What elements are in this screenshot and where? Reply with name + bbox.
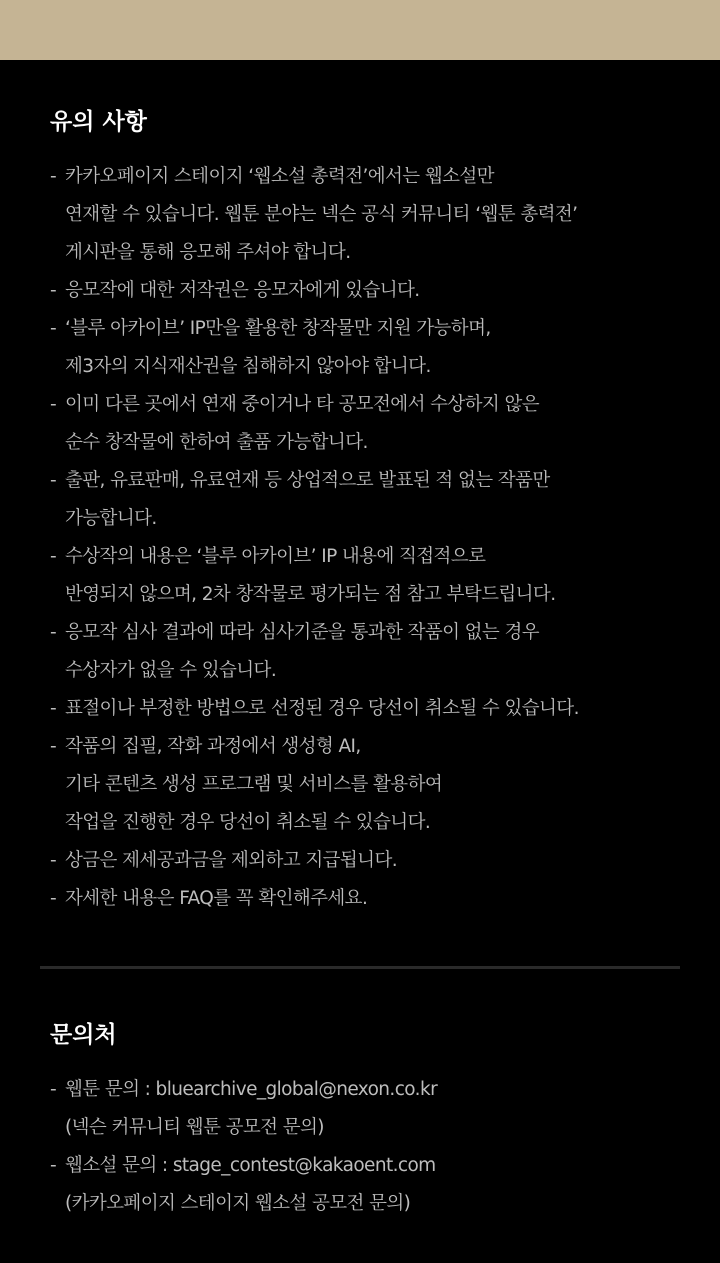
- list-bullet: -: [50, 470, 57, 491]
- item-text: [65, 880, 367, 918]
- notice-section: [0, 60, 720, 918]
- item-line: 수상자가 없을 수 있습니다.: [65, 660, 277, 681]
- item-text: [65, 272, 420, 310]
- notice-item: [50, 538, 680, 614]
- item-line: 상금은 제세공과금을 제외하고 지급됩니다.: [65, 850, 398, 871]
- notice-title: 유의 사항: [50, 109, 147, 135]
- item-line: 제3자의 지식재산권을 침해하지 않아야 합니다.: [65, 356, 431, 377]
- list-bullet: -: [50, 850, 57, 871]
- notice-item: [50, 842, 680, 880]
- item-line: 작품의 집필, 작화 과정에서 생성형 AI,: [65, 736, 361, 757]
- item-text: [65, 462, 550, 538]
- item-line: 응모작에 대한 저작권은 응모자에게 있습니다.: [65, 280, 420, 301]
- item-line: 표절이나 부정한 방법으로 선정된 경우 당선이 취소될 수 있습니다.: [65, 698, 579, 719]
- notice-item: [50, 272, 680, 310]
- list-bullet: -: [50, 546, 57, 567]
- item-line: 자세한 내용은 FAQ를 꼭 확인해주세요.: [65, 888, 368, 909]
- notice-item: [50, 614, 680, 690]
- list-bullet: -: [50, 698, 57, 719]
- notice-item: [50, 880, 680, 918]
- list-bullet: -: [50, 166, 57, 187]
- contact-section: [0, 969, 720, 1223]
- item-text: [65, 538, 555, 614]
- item-text: [65, 690, 579, 728]
- top-banner-strip: [0, 0, 720, 60]
- item-line: 이미 다른 곳에서 연재 중이거나 타 공모전에서 수상하지 않은: [65, 394, 540, 415]
- item-line: 카카오페이지 스테이지 ‘웹소설 총력전’에서는 웹소설만: [65, 166, 494, 187]
- item-line: 연재할 수 있습니다. 웹툰 분야는 넥슨 공식 커뮤니티 ‘웹툰 총력전’: [65, 204, 578, 225]
- item-text: [65, 158, 577, 272]
- item-text: [65, 1071, 437, 1147]
- item-text: [65, 842, 397, 880]
- item-text: [65, 728, 442, 842]
- notice-item: [50, 462, 680, 538]
- list-bullet: -: [50, 1079, 57, 1100]
- item-line: 출판, 유료판매, 유료연재 등 상업적으로 발표된 적 없는 작품만: [65, 470, 550, 491]
- list-bullet: -: [50, 888, 57, 909]
- contact-list: [50, 1071, 680, 1223]
- notice-item: [50, 386, 680, 462]
- list-bullet: -: [50, 736, 57, 757]
- notice-item: [50, 310, 680, 386]
- item-line: 웹소설 문의 : stage_contest@kakaoent.com: [65, 1155, 436, 1176]
- item-line: 기타 콘텐츠 생성 프로그램 및 서비스를 활용하여: [65, 774, 443, 795]
- contact-item: [50, 1071, 680, 1147]
- list-bullet: -: [50, 318, 57, 339]
- item-line: ‘블루 아카이브’ IP만을 활용한 창작물만 지원 가능하며,: [65, 318, 491, 339]
- notice-item: [50, 690, 680, 728]
- notice-list: [50, 158, 680, 918]
- list-bullet: -: [50, 1155, 57, 1176]
- item-line: 가능합니다.: [65, 508, 157, 529]
- item-text: [65, 614, 539, 690]
- item-text: [65, 310, 491, 386]
- item-line: 웹툰 문의 : bluearchive_global@nexon.co.kr: [65, 1079, 438, 1100]
- notice-item: [50, 728, 680, 842]
- notice-item: [50, 158, 680, 272]
- contact-title: 문의처: [50, 1022, 117, 1048]
- contact-item: [50, 1147, 680, 1223]
- item-text: [65, 1147, 436, 1223]
- item-line: 수상작의 내용은 ‘블루 아카이브’ IP 내용에 직접적으로: [65, 546, 486, 567]
- list-bullet: -: [50, 394, 57, 415]
- item-line: 응모작 심사 결과에 따라 심사기준을 통과한 작품이 없는 경우: [65, 622, 540, 643]
- item-line: 반영되지 않으며, 2차 창작물로 평가되는 점 참고 부탁드립니다.: [65, 584, 556, 605]
- item-line: (카카오페이지 스테이지 웹소설 공모전 문의): [65, 1193, 411, 1214]
- list-bullet: -: [50, 280, 57, 301]
- item-text: [65, 386, 539, 462]
- list-bullet: -: [50, 622, 57, 643]
- item-line: 작업을 진행한 경우 당선이 취소될 수 있습니다.: [65, 812, 431, 833]
- item-line: 게시판을 통해 응모해 주셔야 합니다.: [65, 242, 351, 263]
- item-line: 순수 창작물에 한하여 출품 가능합니다.: [65, 432, 368, 453]
- item-line: (넥슨 커뮤니티 웹툰 공모전 문의): [65, 1117, 324, 1138]
